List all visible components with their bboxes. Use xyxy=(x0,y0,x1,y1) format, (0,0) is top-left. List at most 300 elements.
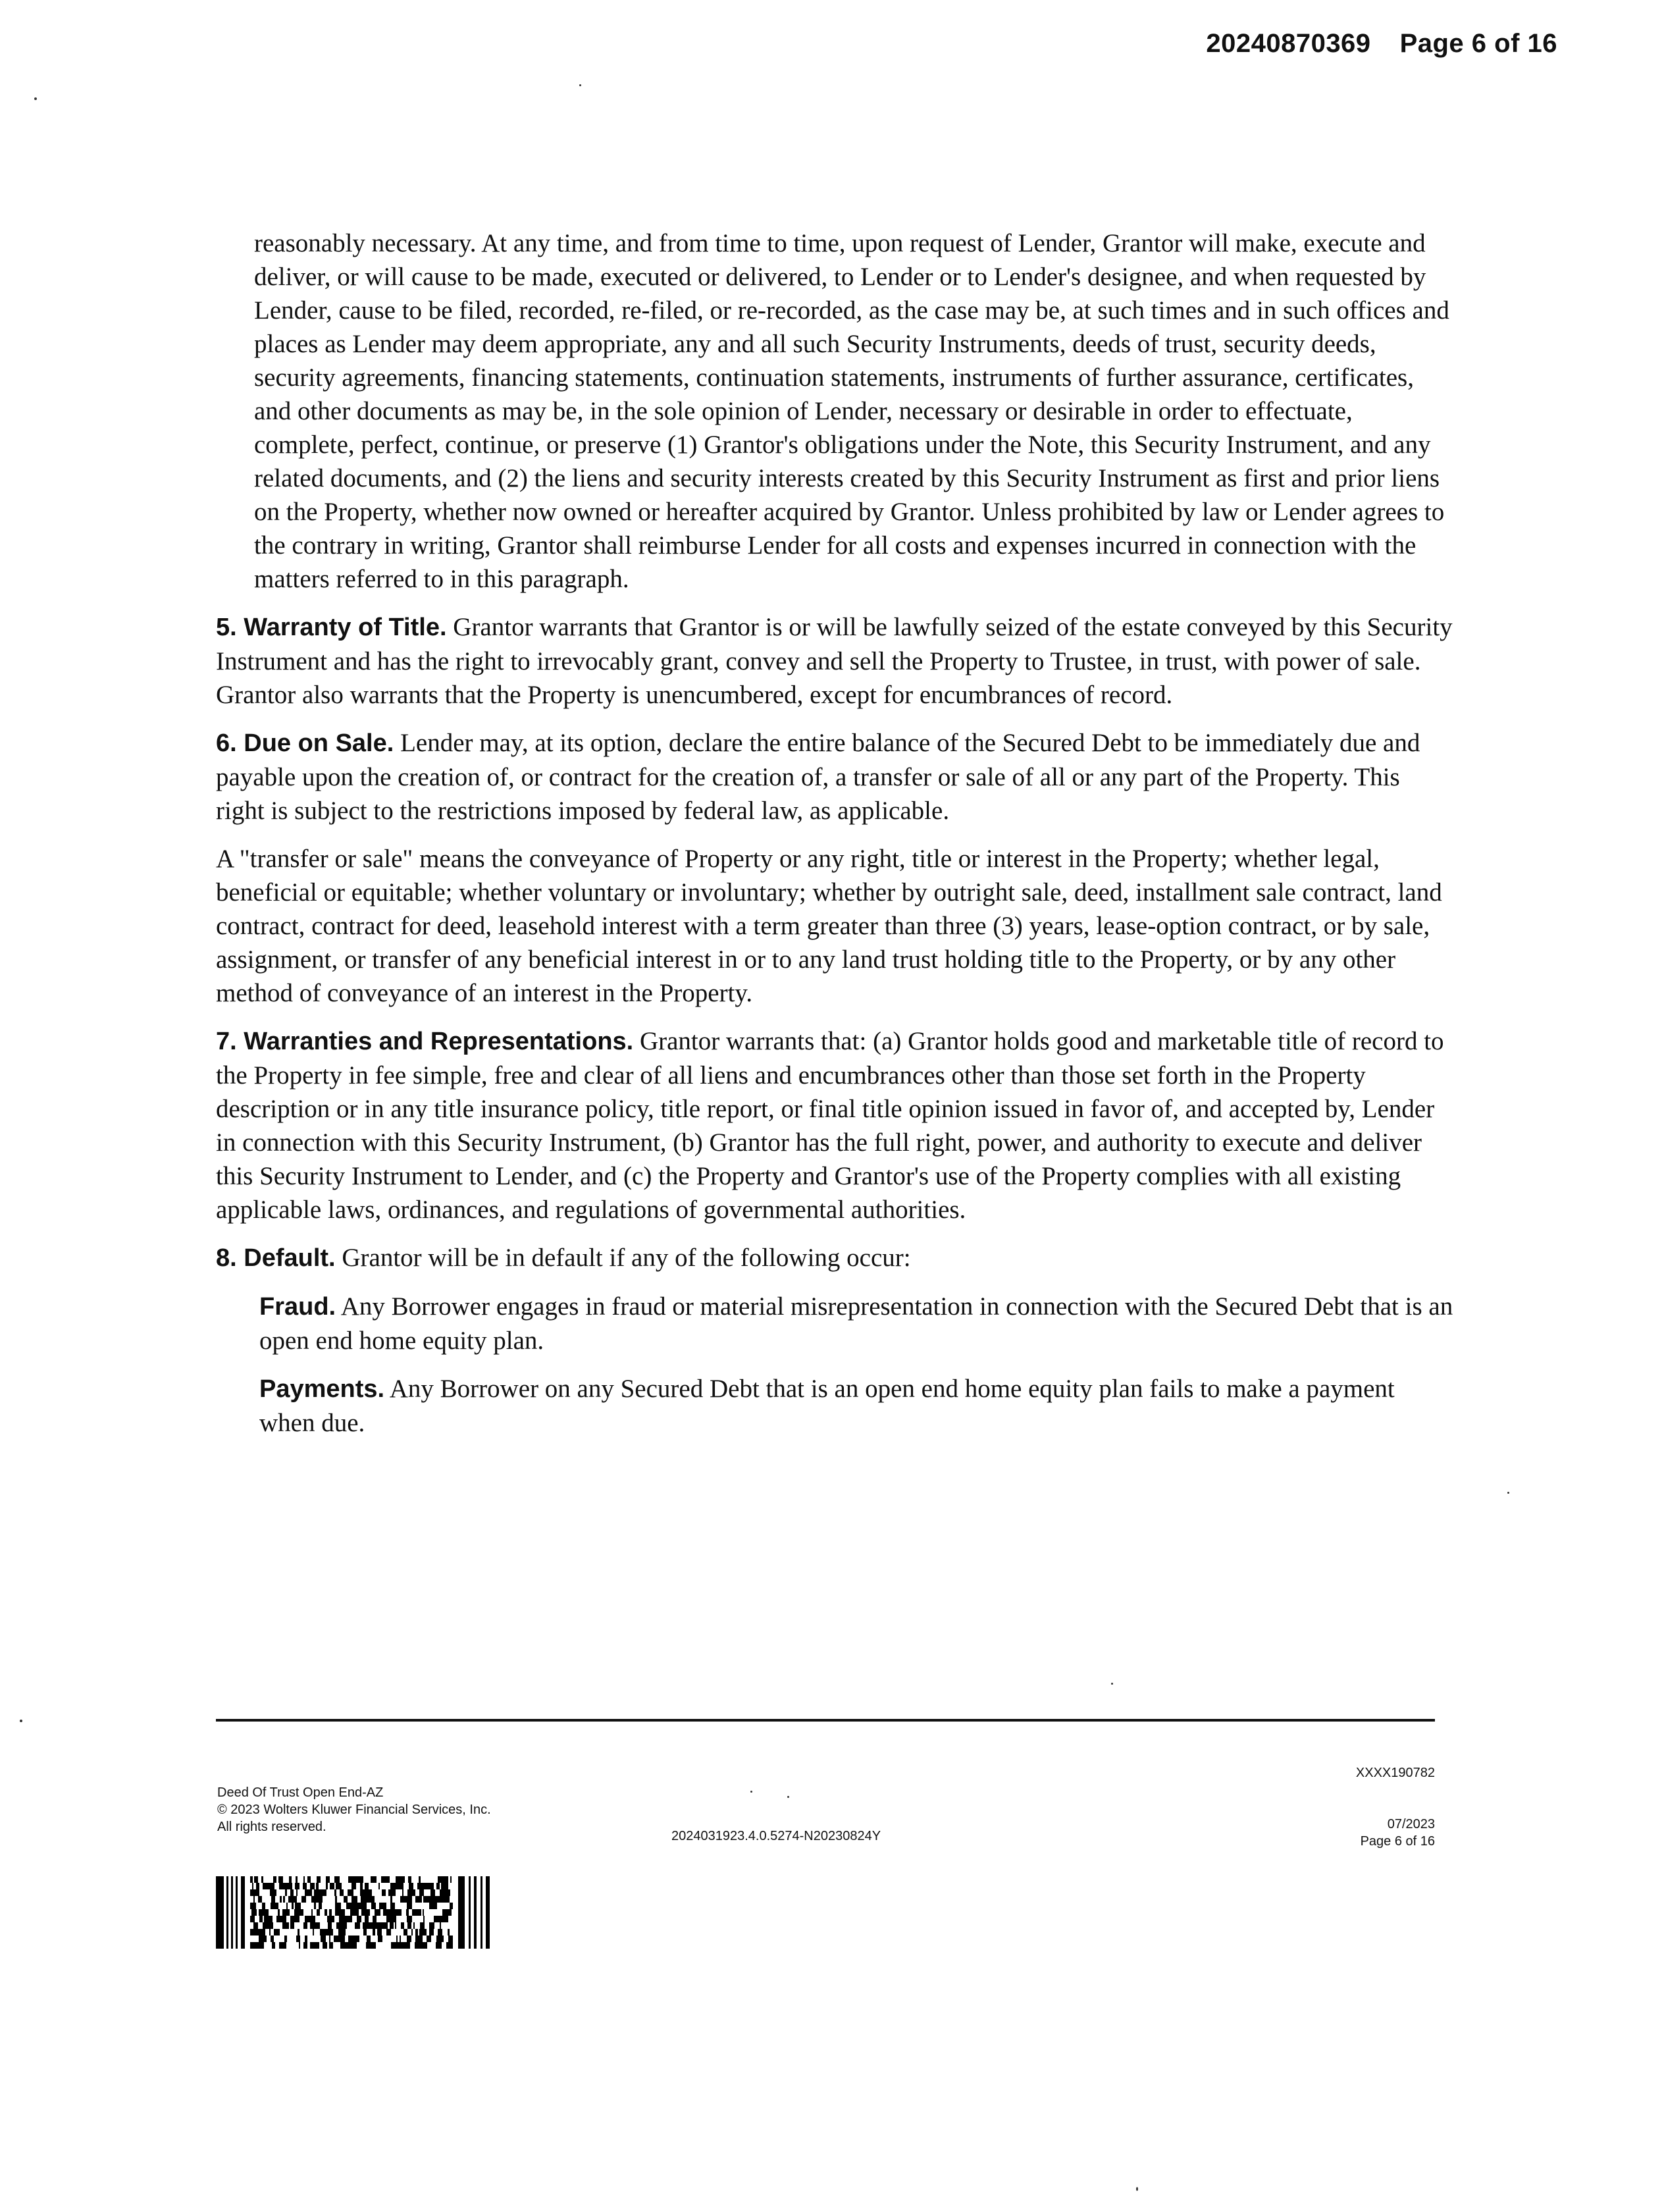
copyright: © 2023 Wolters Kluwer Financial Services, Inc. xyxy=(217,1803,491,1817)
barcode-module xyxy=(413,1909,417,1916)
barcode-module xyxy=(263,1883,264,1889)
barcode-module xyxy=(250,1916,255,1922)
barcode-module xyxy=(285,1916,286,1922)
barcode-module xyxy=(367,1922,371,1929)
barcode-module xyxy=(329,1909,332,1916)
barcode-module xyxy=(281,1942,282,1949)
barcode-module xyxy=(278,1876,283,1883)
barcode-module xyxy=(269,1929,271,1936)
scan-speck xyxy=(750,1791,752,1793)
barcode-module xyxy=(388,1909,391,1916)
barcode-module xyxy=(440,1889,442,1896)
scan-speck xyxy=(579,84,581,86)
barcode-module xyxy=(257,1876,258,1883)
barcode-module xyxy=(448,1889,450,1896)
section-5-text: Grantor warrants that Grantor is or will be lawfully seized of the estate conveyed by this Security Instrument and has the right to irrevocably grant, convey and sell the Property to Trustee, in trust, with power of sale. Grantor also warrants that the Property is unencumbered, except for encumbrances of record. xyxy=(216,613,1453,709)
barcode-module xyxy=(303,1922,307,1929)
barcode-module xyxy=(346,1916,348,1922)
barcode-module xyxy=(253,1942,257,1949)
barcode-module xyxy=(339,1922,343,1929)
barcode-module xyxy=(325,1909,327,1916)
loan-number: XXXX190782 xyxy=(1355,1766,1435,1780)
barcode-module xyxy=(314,1903,316,1909)
barcode-module xyxy=(311,1896,315,1903)
barcode-module xyxy=(319,1889,323,1896)
page-number: Page 6 of 16 xyxy=(1399,29,1557,58)
barcode-module xyxy=(369,1889,372,1896)
barcode-module xyxy=(271,1903,272,1909)
barcode-module xyxy=(303,1883,307,1889)
barcode-module xyxy=(396,1936,398,1942)
default-fraud xyxy=(259,1290,1453,1357)
barcode-module xyxy=(428,1883,429,1889)
barcode-module xyxy=(388,1876,390,1883)
barcode-module xyxy=(390,1922,394,1929)
barcode-module xyxy=(406,1909,409,1916)
barcode-module xyxy=(305,1916,308,1922)
payments-heading: Payments. xyxy=(259,1375,385,1403)
barcode-module xyxy=(318,1896,323,1903)
barcode-module xyxy=(295,1903,298,1909)
barcode-module xyxy=(396,1883,401,1889)
barcode-module xyxy=(250,1942,253,1949)
barcode-module xyxy=(250,1929,255,1936)
barcode-module xyxy=(450,1876,452,1883)
barcode-module xyxy=(394,1883,396,1889)
footer-right xyxy=(1356,1764,1435,1850)
barcode-module xyxy=(410,1883,413,1889)
default-payments xyxy=(259,1372,1453,1440)
barcode-module xyxy=(417,1883,422,1889)
barcode-module xyxy=(417,1909,419,1916)
barcode-module xyxy=(373,1929,375,1936)
barcode-module xyxy=(354,1903,355,1909)
barcode-module xyxy=(337,1876,340,1883)
barcode-module xyxy=(344,1909,345,1916)
barcode-module xyxy=(286,1936,287,1942)
barcode-module xyxy=(396,1876,400,1883)
barcode-module xyxy=(253,1896,255,1903)
barcode-module xyxy=(282,1883,286,1889)
barcode-module xyxy=(367,1936,371,1942)
barcode-module xyxy=(429,1903,432,1909)
barcode-module xyxy=(340,1909,344,1916)
barcode-module xyxy=(308,1916,313,1922)
barcode-module xyxy=(340,1942,343,1949)
barcode-module xyxy=(357,1916,361,1922)
barcode-module xyxy=(254,1876,257,1883)
section-8 xyxy=(216,1241,1453,1275)
barcode-module xyxy=(394,1889,396,1896)
page-header xyxy=(1206,29,1557,59)
barcode-module xyxy=(257,1889,259,1896)
barcode-module xyxy=(250,1903,251,1909)
barcode-module xyxy=(343,1942,346,1949)
barcode-module xyxy=(317,1942,318,1949)
barcode-module xyxy=(279,1883,282,1889)
barcode-module xyxy=(409,1916,412,1922)
section-7-heading: 7. Warranties and Representations. xyxy=(216,1028,634,1055)
scan-speck xyxy=(787,1796,789,1798)
barcode-module xyxy=(290,1889,294,1896)
barcode-module xyxy=(365,1883,366,1889)
barcode-module xyxy=(390,1903,395,1909)
barcode-module xyxy=(253,1922,258,1929)
barcode-module xyxy=(390,1883,394,1889)
barcode-module xyxy=(338,1909,340,1916)
barcode-module xyxy=(371,1922,374,1929)
barcode-module xyxy=(271,1896,275,1903)
barcode-module xyxy=(322,1936,326,1942)
barcode-module xyxy=(391,1916,394,1922)
barcode-module xyxy=(310,1883,315,1889)
barcode-module xyxy=(326,1876,330,1883)
barcode-module xyxy=(423,1929,427,1936)
barcode-module xyxy=(388,1929,391,1936)
barcode-module xyxy=(430,1889,435,1896)
barcode-module xyxy=(360,1889,362,1896)
barcode-module xyxy=(391,1942,395,1949)
barcode-module xyxy=(423,1942,427,1949)
barcode-module xyxy=(352,1942,357,1949)
barcode-module xyxy=(444,1889,448,1896)
barcode-module xyxy=(432,1896,435,1903)
barcode-module xyxy=(381,1876,382,1883)
barcode-module xyxy=(283,1896,285,1903)
barcode-module xyxy=(442,1876,444,1883)
scan-speck xyxy=(1136,2187,1138,2191)
barcode-module xyxy=(374,1922,378,1929)
barcode-module xyxy=(321,1936,322,1942)
barcode-module xyxy=(418,1936,423,1942)
barcode-module xyxy=(402,1889,403,1896)
barcode-module xyxy=(409,1883,410,1889)
barcode-module xyxy=(350,1876,355,1883)
barcode-module xyxy=(407,1903,411,1909)
document-number: 20240870369 xyxy=(1206,29,1371,58)
barcode-module xyxy=(263,1922,267,1929)
barcode-module xyxy=(350,1936,354,1942)
barcode-module xyxy=(438,1896,443,1903)
barcode-module xyxy=(382,1876,385,1883)
barcode-module xyxy=(292,1903,294,1909)
section-5-heading: 5. Warranty of Title. xyxy=(216,614,447,641)
barcode-module xyxy=(434,1916,436,1922)
barcode-module xyxy=(344,1896,348,1903)
barcode-module xyxy=(403,1876,405,1883)
barcode-module xyxy=(436,1942,438,1949)
barcode-module xyxy=(314,1916,315,1922)
barcode-module xyxy=(419,1929,421,1936)
barcode-module xyxy=(405,1942,409,1949)
barcode-module xyxy=(323,1889,326,1896)
barcode-module xyxy=(267,1883,272,1889)
barcode-module xyxy=(420,1896,422,1903)
barcode-module xyxy=(411,1929,413,1936)
form-date: 07/2023 xyxy=(1387,1817,1435,1831)
barcode-module xyxy=(429,1929,434,1936)
barcode-module xyxy=(405,1896,409,1903)
barcode-module xyxy=(382,1922,386,1929)
barcode-module xyxy=(336,1922,339,1929)
barcode-module xyxy=(282,1942,286,1949)
barcode-module xyxy=(416,1942,419,1949)
barcode-module xyxy=(385,1909,388,1916)
barcode-module xyxy=(419,1876,421,1883)
barcode-module xyxy=(443,1896,446,1903)
section-6 xyxy=(216,726,1453,828)
section-7 xyxy=(216,1024,1453,1226)
barcode-module xyxy=(400,1876,403,1883)
barcode-module xyxy=(442,1909,446,1916)
barcode-module xyxy=(367,1909,370,1916)
barcode-module xyxy=(409,1942,410,1949)
barcode-module xyxy=(348,1942,352,1949)
barcode-module xyxy=(382,1903,386,1909)
barcode-module xyxy=(261,1876,263,1883)
barcode-module xyxy=(253,1889,257,1896)
barcode-module xyxy=(363,1929,367,1936)
scan-speck xyxy=(1111,1683,1113,1685)
barcode-module xyxy=(348,1936,350,1942)
barcode-module xyxy=(299,1909,303,1916)
barcode-module xyxy=(408,1876,411,1883)
barcode-module xyxy=(446,1896,450,1903)
barcode-module xyxy=(286,1903,288,1909)
barcode-module xyxy=(355,1903,357,1909)
barcode-module xyxy=(379,1909,380,1916)
barcode-module xyxy=(426,1883,428,1889)
barcode-module xyxy=(415,1929,418,1936)
barcode-module xyxy=(386,1916,391,1922)
barcode-module xyxy=(274,1929,278,1936)
barcode-module xyxy=(436,1936,440,1942)
barcode-module xyxy=(264,1916,266,1922)
barcode-module xyxy=(346,1903,350,1909)
barcode-module xyxy=(259,1909,263,1916)
barcode-module xyxy=(422,1883,426,1889)
section-8-text: Grantor will be in default if any of the following occur: xyxy=(335,1244,911,1272)
barcode-module xyxy=(336,1883,338,1889)
barcode-module xyxy=(450,1909,452,1916)
barcode-module xyxy=(354,1936,357,1942)
barcode-module xyxy=(400,1896,402,1903)
barcode-module xyxy=(325,1942,327,1949)
barcode-module xyxy=(307,1889,312,1896)
barcode-module xyxy=(386,1922,388,1929)
barcode-module xyxy=(296,1889,298,1896)
section-5 xyxy=(216,610,1453,712)
barcode-module xyxy=(257,1942,260,1949)
barcode-module xyxy=(293,1896,297,1903)
barcode-module xyxy=(446,1942,451,1949)
barcode-module xyxy=(259,1929,264,1936)
barcode-module xyxy=(320,1929,325,1936)
barcode-module xyxy=(373,1896,375,1903)
barcode-module xyxy=(286,1922,289,1929)
barcode-module xyxy=(388,1889,392,1896)
barcode-module xyxy=(294,1909,298,1916)
barcode-module xyxy=(348,1876,350,1883)
barcode-module xyxy=(271,1922,273,1929)
barcode-module xyxy=(272,1883,274,1889)
barcode-module xyxy=(342,1916,346,1922)
barcode-module xyxy=(316,1883,319,1889)
barcode-module xyxy=(400,1909,402,1916)
barcode-module xyxy=(263,1909,265,1916)
barcode-module xyxy=(444,1876,448,1883)
barcode-module xyxy=(335,1909,338,1916)
barcode-module xyxy=(341,1929,346,1936)
barcode-module xyxy=(348,1889,350,1896)
barcode-module xyxy=(250,1889,253,1896)
barcode-module xyxy=(330,1929,333,1936)
barcode-module xyxy=(361,1896,365,1903)
barcode-module xyxy=(365,1889,369,1896)
barcode-module xyxy=(343,1936,345,1942)
barcode-module xyxy=(377,1929,379,1936)
barcode-module xyxy=(262,1903,265,1909)
barcode-module xyxy=(338,1883,340,1889)
barcode-module xyxy=(259,1936,263,1942)
barcode-module xyxy=(252,1883,253,1889)
barcode-module xyxy=(401,1883,403,1889)
barcode-module xyxy=(438,1929,442,1936)
barcode-module xyxy=(379,1929,382,1936)
barcode-module xyxy=(280,1896,282,1903)
barcode-module xyxy=(344,1922,347,1929)
barcode-module xyxy=(445,1883,448,1889)
barcode-module xyxy=(276,1903,278,1909)
footer-divider xyxy=(216,1719,1435,1722)
barcode-module xyxy=(340,1883,342,1889)
barcode-module xyxy=(264,1929,265,1936)
barcode-module xyxy=(440,1936,444,1942)
barcode-module xyxy=(285,1909,287,1916)
barcode-module xyxy=(378,1936,380,1942)
barcode-module xyxy=(438,1876,439,1883)
barcode-module xyxy=(317,1909,320,1916)
barcode-module xyxy=(413,1922,415,1929)
barcode-module xyxy=(315,1942,317,1949)
barcode-module xyxy=(369,1942,373,1949)
barcode-module xyxy=(436,1916,439,1922)
rights-reserved: All rights reserved. xyxy=(217,1820,326,1834)
barcode-module xyxy=(309,1876,311,1883)
barcode-module xyxy=(390,1896,392,1903)
barcode-module xyxy=(329,1936,330,1942)
barcode-module xyxy=(407,1922,409,1929)
barcode-module xyxy=(318,1942,319,1949)
barcode-module xyxy=(270,1916,273,1922)
barcode-module xyxy=(373,1916,377,1922)
barcode-module xyxy=(413,1889,415,1896)
barcode-module xyxy=(448,1929,450,1936)
pdf417-barcode-icon xyxy=(216,1876,490,1949)
barcode-module xyxy=(319,1903,322,1909)
barcode-module xyxy=(379,1903,382,1909)
barcode-module xyxy=(378,1922,382,1929)
barcode-module xyxy=(337,1936,338,1942)
barcode-module xyxy=(346,1942,348,1949)
barcode-module xyxy=(415,1942,416,1949)
barcode-module xyxy=(286,1883,289,1889)
barcode-module xyxy=(313,1916,314,1922)
barcode-module xyxy=(450,1936,453,1942)
barcode-module xyxy=(360,1883,363,1889)
barcode-module xyxy=(328,1922,332,1929)
barcode-module xyxy=(355,1922,359,1929)
barcode-module xyxy=(265,1909,269,1916)
barcode-module xyxy=(407,1889,409,1896)
barcode-module xyxy=(380,1936,382,1942)
barcode-module xyxy=(365,1916,369,1922)
barcode-module xyxy=(362,1889,365,1896)
barcode-module xyxy=(411,1903,412,1909)
barcode-module xyxy=(276,1916,280,1922)
section-6-heading: 6. Due on Sale. xyxy=(216,729,394,757)
barcode-module xyxy=(407,1936,411,1942)
barcode-module xyxy=(382,1889,384,1896)
barcode-module xyxy=(439,1876,442,1883)
fraud-text: Any Borrower engages in fraud or material misrepresentation in connection with the Secured Debt that is an open end home equity plan. xyxy=(259,1292,1453,1355)
barcode-module xyxy=(289,1883,292,1889)
barcode-module xyxy=(429,1896,432,1903)
barcode-module xyxy=(327,1916,328,1922)
barcode-module xyxy=(420,1922,425,1929)
barcode-module xyxy=(328,1916,330,1922)
barcode-module xyxy=(369,1896,373,1903)
barcode-module xyxy=(354,1909,359,1916)
barcode-module xyxy=(415,1896,420,1903)
barcode-module xyxy=(264,1883,267,1889)
barcode-module xyxy=(440,1942,442,1949)
barcode-module xyxy=(335,1896,337,1903)
section-7-text: Grantor warrants that: (a) Grantor holds good and marketable title of record to the Property in fee simple, free and clear of all liens and encumbrances other than those set forth in the Property description or in any title insurance policy, title report, or final title opinion issued in favor of, and accepted by, Lender in connection with this Security Instrument, (b) Grantor has the full right, power, and authority to execute and deliver this Security Instrument to Lender, and (c) the Property and Grantor's use of the Property complies with all existing applicable laws, ordinances, and regulations of governmental authorities. xyxy=(216,1027,1444,1224)
barcode-module xyxy=(295,1916,299,1922)
barcode-module xyxy=(431,1922,434,1929)
barcode-module xyxy=(391,1909,396,1916)
barcode-module xyxy=(371,1903,376,1909)
barcode-module xyxy=(259,1916,261,1922)
section-6-text: Lender may, at its option, declare the entire balance of the Secured Debt to be immediately due and payable upon the creation of, or contract for the creation of, a transfer or sale of all or any part of the Property. This right is subject to the restrictions imposed by federal law, as applicable. xyxy=(216,729,1420,825)
barcode-module xyxy=(373,1942,376,1949)
barcode-module xyxy=(423,1909,424,1916)
barcode-module xyxy=(350,1909,354,1916)
barcode-module xyxy=(285,1889,287,1896)
barcode-module xyxy=(436,1903,437,1909)
barcode-module xyxy=(361,1903,365,1909)
barcode-module xyxy=(412,1909,413,1916)
barcode-module xyxy=(392,1889,394,1896)
barcode-module xyxy=(350,1903,354,1909)
barcode-module xyxy=(282,1909,285,1916)
barcode-module xyxy=(415,1936,418,1942)
barcode-module xyxy=(290,1922,294,1929)
barcode-module xyxy=(351,1896,354,1903)
barcode-module xyxy=(313,1929,314,1936)
barcode-module xyxy=(295,1883,299,1889)
barcode-module xyxy=(255,1929,259,1936)
barcode-module xyxy=(359,1876,363,1883)
barcode-module xyxy=(330,1883,334,1889)
barcode-module xyxy=(419,1909,421,1916)
barcode-module xyxy=(366,1883,369,1889)
barcode-module xyxy=(442,1889,444,1896)
barcode-module xyxy=(251,1903,256,1909)
barcode-module xyxy=(421,1942,423,1949)
barcode-module xyxy=(273,1889,276,1896)
